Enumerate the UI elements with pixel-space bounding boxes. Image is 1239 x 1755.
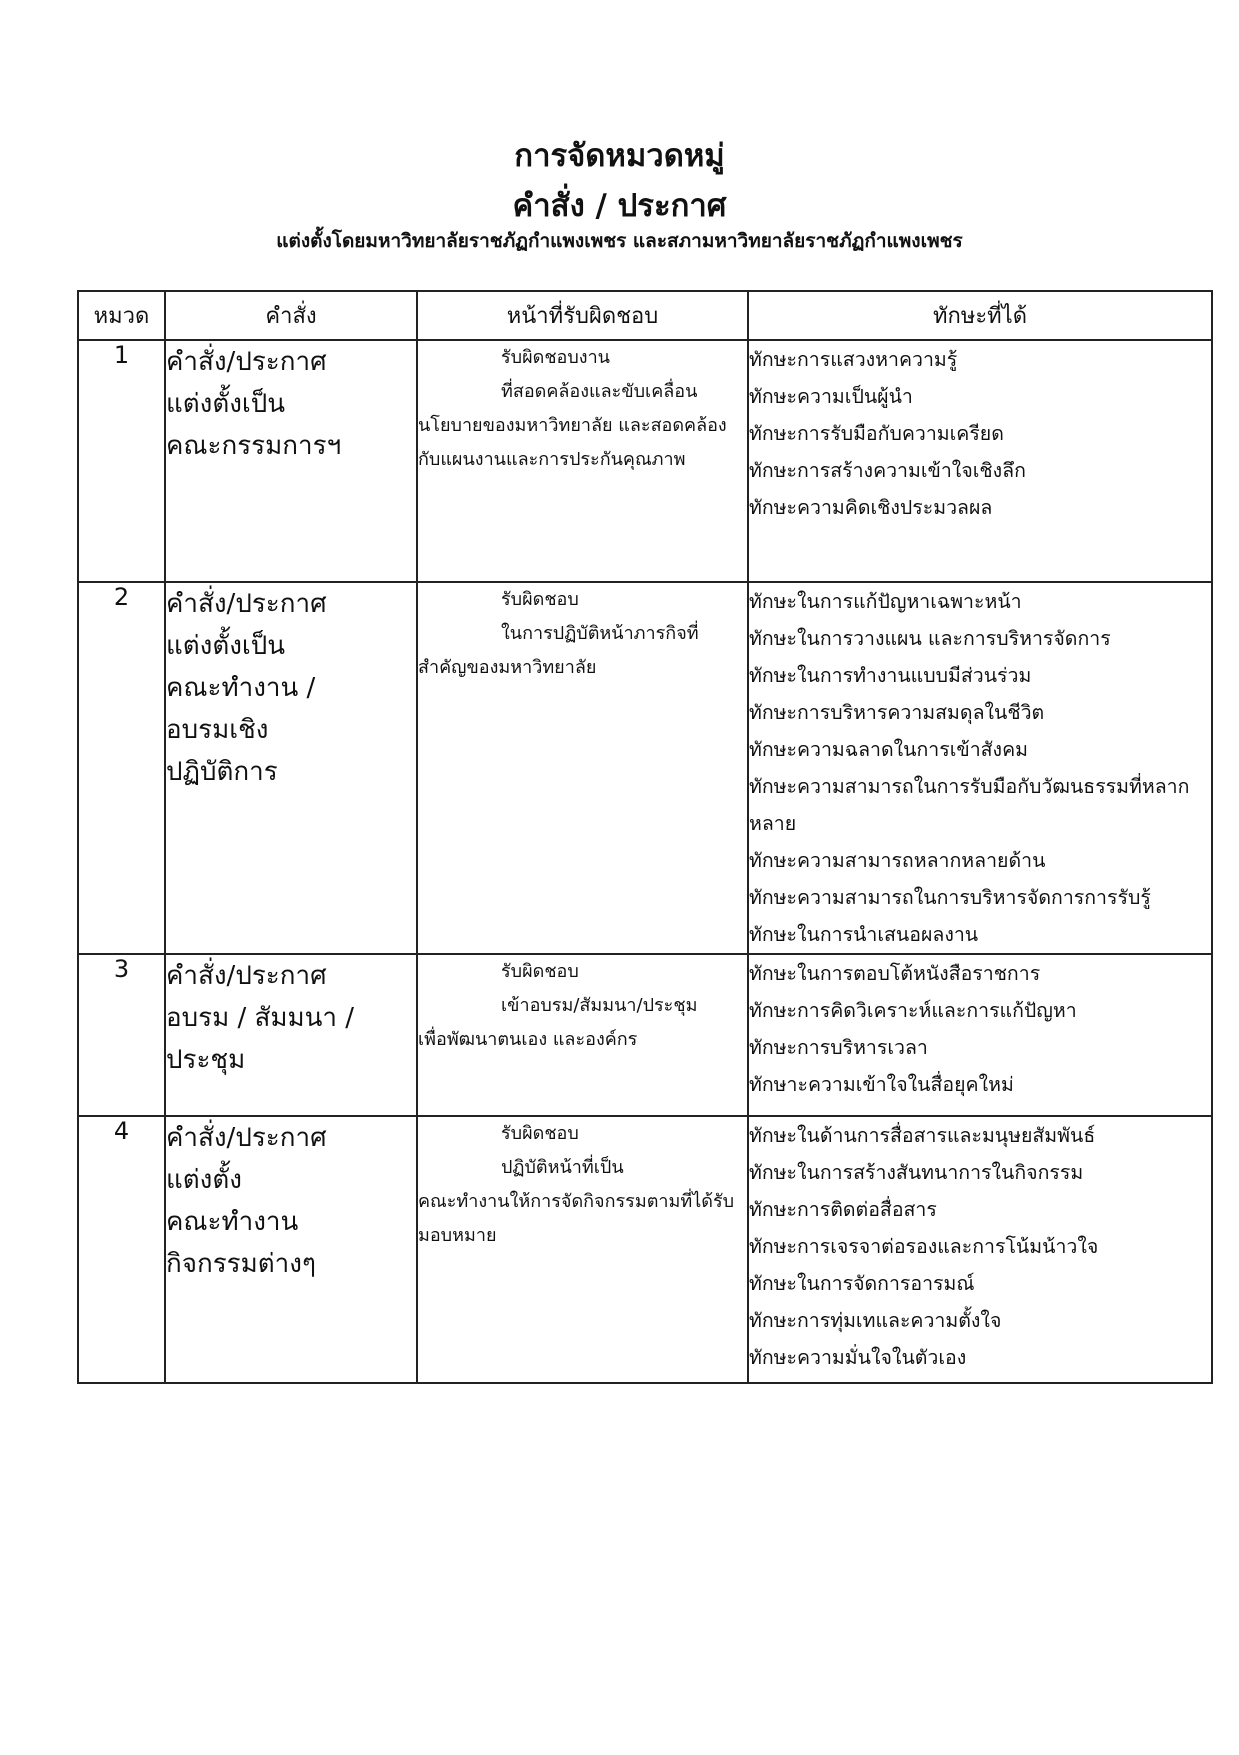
skill-item: ทักษะในการสร้างสันทนาการในกิจกรรม (749, 1161, 1084, 1184)
skill-item: ทักษะการเจรจาต่อรองและการโน้มน้าวใจ (749, 1235, 1099, 1258)
skill-item: ทักษะการติดต่อสื่อสาร (749, 1198, 937, 1221)
table-row (78, 340, 1212, 582)
page-subtitle: คำสั่ง / ประกาศ (512, 188, 727, 224)
skill-item: ทักษะการสร้างความเข้าใจเชิงลึก (749, 459, 1026, 482)
command-cell (165, 954, 417, 1116)
table-row (78, 954, 1212, 1116)
command-line: คำสั่ง/ประกาศ (166, 1123, 327, 1153)
command-line: คณะทำงาน (166, 1207, 299, 1237)
skills-cell (748, 340, 1212, 582)
skill-item: ทักษะการแสวงหาความรู้ (749, 348, 958, 371)
duty-line: รับผิดชอบ (501, 961, 579, 982)
page-title: การจัดหมวดหมู่ (514, 138, 725, 174)
skills-cell (748, 954, 1212, 1116)
skill-item: ทักษะการทุ่มเทและความตั้งใจ (749, 1309, 1002, 1332)
header-command: คำสั่ง (165, 291, 417, 340)
command-line: แต่งตั้งเป็น (166, 389, 286, 419)
duty-cell (417, 340, 748, 582)
skill-item: ทักษะความคิดเชิงประมวลผล (749, 496, 993, 519)
table-row (78, 1116, 1212, 1383)
skill-item: ทักษะความมั่นใจในตัวเอง (749, 1346, 967, 1369)
page-description: แต่งตั้งโดยมหาวิทยาลัยราชภัฏกำแพงเพชร และสภามหาวิทยาลัยราชภัฏกำแพงเพชร (276, 230, 963, 252)
command-line: อบรมเชิง (166, 715, 269, 745)
skill-item: ทักษะการบริหารเวลา (749, 1036, 928, 1059)
header-category: หมวด (78, 291, 165, 340)
duty-line: คณะทำงานให้การจัดกิจกรรมตามที่ได้รับมอบหมาย (418, 1191, 735, 1246)
skill-item: ทักษะความฉลาดในการเข้าสังคม (749, 738, 1028, 761)
skill-item: ทักษะการรับมือกับความเครียด (749, 422, 1004, 445)
command-line: คณะกรรมการฯ (166, 431, 342, 461)
command-line: กิจกรรมต่างๆ (166, 1249, 316, 1279)
command-line: คำสั่ง/ประกาศ (166, 589, 327, 619)
duty-line: รับผิดชอบงาน (501, 347, 610, 368)
command-line: คณะทำงาน / (166, 673, 316, 703)
duty-line: นโยบายของมหาวิทยาลัย และสอดคล้องกับแผนงานและการประกันคุณภาพ (418, 415, 727, 470)
skill-item: ทักษะความสามารถในการบริหารจัดการการรับรู้ (749, 886, 1151, 909)
skill-item: ทักษะความสามารถในการรับมือกับวัฒนธรรมที่หลากหลาย (749, 775, 1190, 835)
duty-line: เข้าอบรม/สัมมนา/ประชุม (501, 995, 698, 1016)
category-table (77, 290, 1213, 1384)
command-line: ปฏิบัติการ (166, 757, 278, 787)
command-line: แต่งตั้งเป็น (166, 631, 286, 661)
command-cell (165, 582, 417, 954)
command-line: คำสั่ง/ประกาศ (166, 347, 327, 377)
category-number: 2 (78, 582, 165, 954)
skills-cell (748, 1116, 1212, 1383)
skill-item: ทักษะในการวางแผน และการบริหารจัดการ (749, 627, 1111, 650)
header-duty: หน้าที่รับผิดชอบ (417, 291, 748, 340)
skill-item: ทักษะการบริหารความสมดุลในชีวิต (749, 701, 1045, 724)
duty-line: เพื่อพัฒนาตนเอง และองค์กร (418, 1029, 638, 1050)
skill-item: ทักษะในการจัดการอารมณ์ (749, 1272, 975, 1295)
command-cell (165, 1116, 417, 1383)
table-row (78, 582, 1212, 954)
command-line: ประชุม (166, 1045, 246, 1075)
category-number: 1 (78, 340, 165, 582)
category-number: 3 (78, 954, 165, 1116)
skill-item: ทักษะในด้านการสื่อสารและมนุษยสัมพันธ์ (749, 1124, 1096, 1147)
skills-cell (748, 582, 1212, 954)
duty-cell (417, 582, 748, 954)
duty-line: รับผิดชอบ (501, 589, 579, 610)
skill-item: ทักษะในการตอบโต้หนังสือราชการ (749, 962, 1041, 985)
skill-item: ทักษะในการแก้ปัญหาเฉพาะหน้า (749, 590, 1022, 613)
command-line: อบรม / สัมมนา / (166, 1003, 355, 1033)
duty-line: ปฏิบัติหน้าที่เป็น (501, 1157, 624, 1178)
skill-item: ทักษะในการทำงานแบบมีส่วนร่วม (749, 664, 1032, 687)
header-skills: ทักษะที่ได้ (748, 291, 1212, 340)
duty-line: รับผิดชอบ (501, 1123, 579, 1144)
table-header-row (78, 291, 1212, 340)
category-number: 4 (78, 1116, 165, 1383)
skill-item: ทักษะความเป็นผู้นำ (749, 385, 913, 408)
duty-cell (417, 954, 748, 1116)
skill-item: ทักษาะความเข้าใจในสื่อยุคใหม่ (749, 1073, 1014, 1096)
command-line: แต่งตั้ง (166, 1165, 242, 1195)
skill-item: ทักษะการคิดวิเคราะห์และการแก้ปัญหา (749, 999, 1077, 1022)
duty-line: ในการปฏิบัติหน้าภารกิจที่ (501, 623, 699, 644)
duty-cell (417, 1116, 748, 1383)
skill-item: ทักษะในการนำเสนอผลงาน (749, 923, 979, 946)
command-line: คำสั่ง/ประกาศ (166, 961, 327, 991)
duty-line: ที่สอดคล้องและขับเคลื่อน (501, 381, 698, 402)
command-cell (165, 340, 417, 582)
duty-line: สำคัญของมหาวิทยาลัย (418, 657, 597, 678)
skill-item: ทักษะความสามารถหลากหลายด้าน (749, 849, 1046, 872)
